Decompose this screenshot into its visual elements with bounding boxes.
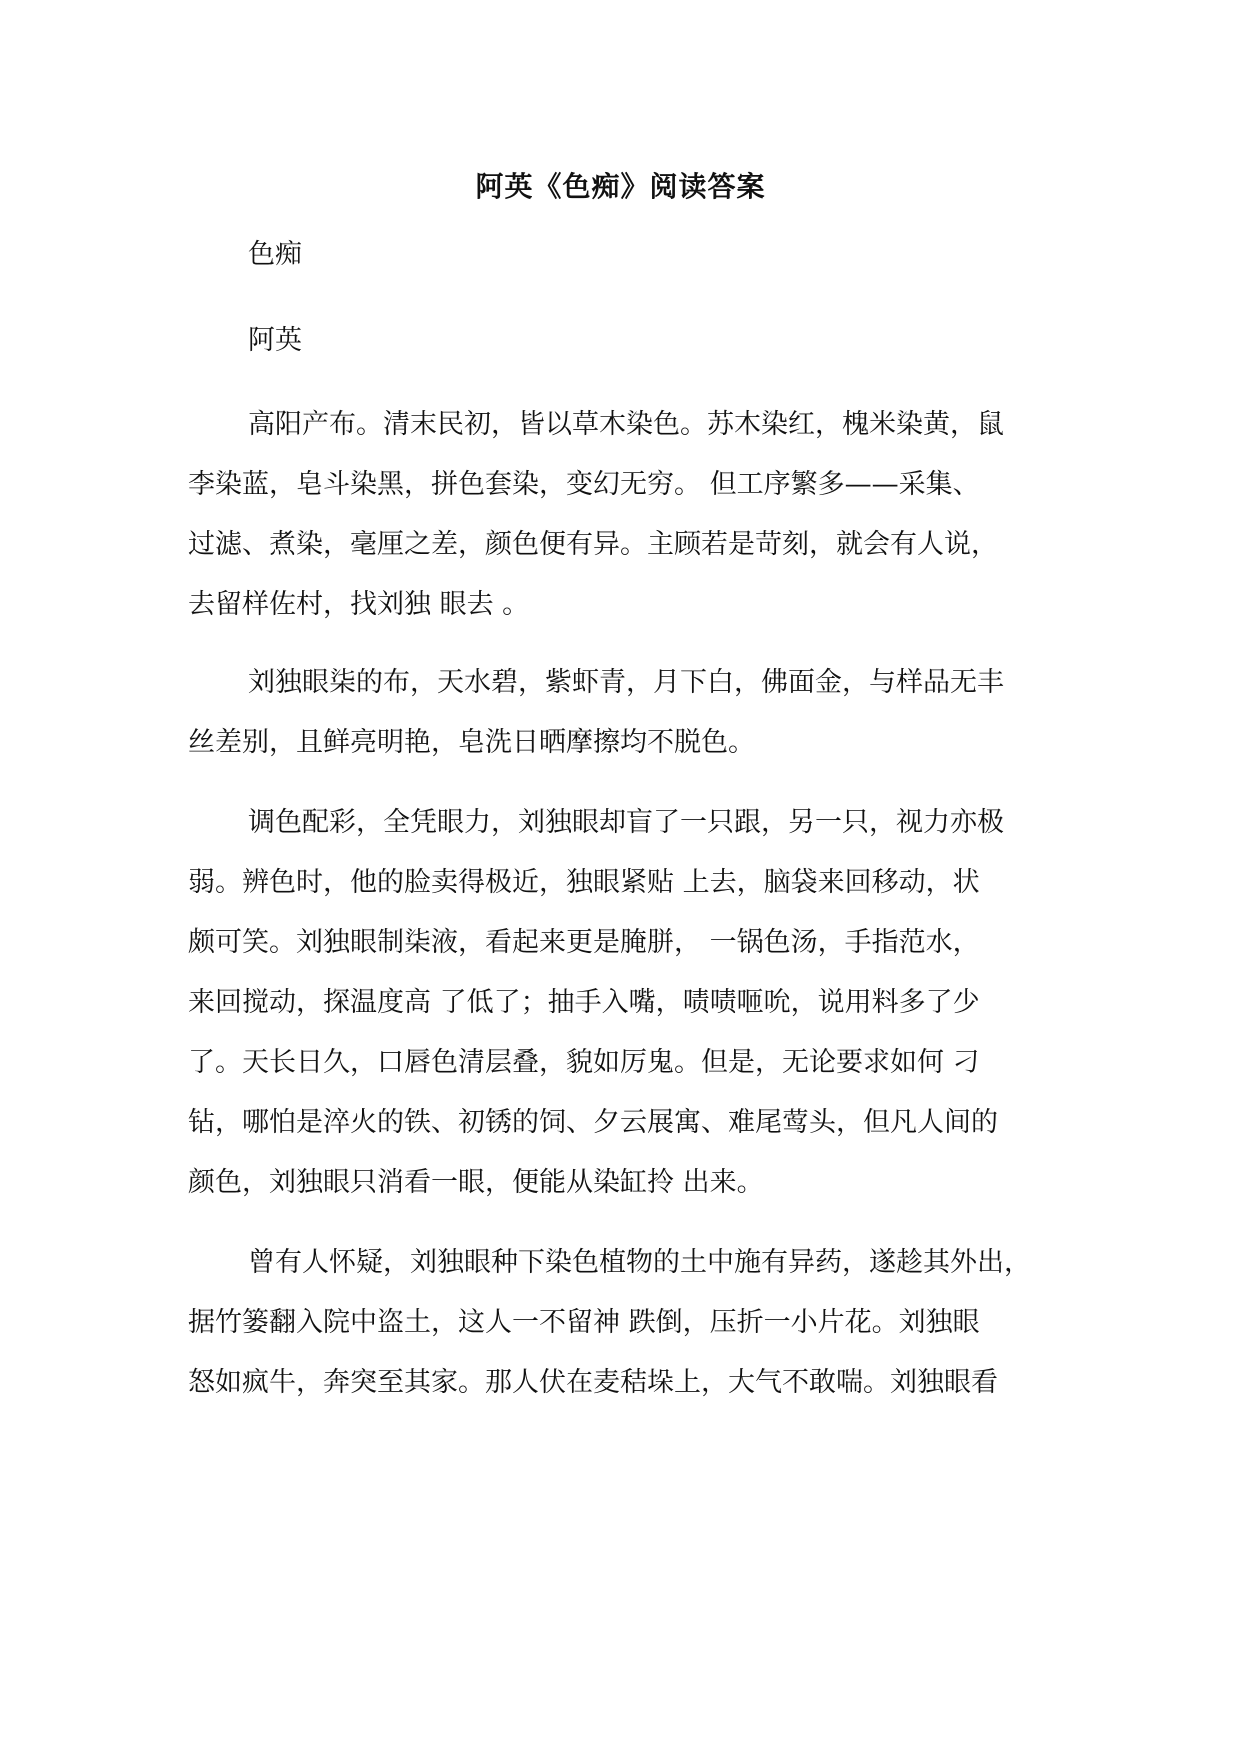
paragraph-line: 高阳产布。清末民初，皆以草木染色。苏木染红，槐米染黄，鼠 [248,409,1004,440]
heading-author: 阿英 [248,325,302,356]
document-title: 阿英《色痴》阅读答案 [475,170,766,203]
paragraph-line: 了。天长日久，口唇色清层叠，貌如厉鬼。但是，无论要求如何 刁 [188,1047,980,1078]
paragraph-line: 据竹篓翻入院中盗土，这人一不留神 跌倒，压折一小片花。刘独眼 [188,1307,980,1338]
paragraph-line: 来回搅动，探温度高 了低了；抽手入嘴，啧啧咂吮，说用料多了少 [188,987,980,1018]
heading-title: 色痴 [248,239,302,270]
paragraph-line: 李染蓝，皂斗染黑，拼色套染，变幻无穷。 但工序繁多——采集、 [188,469,980,500]
paragraph-line: 丝差别，且鲜亮明艳，皂洗日晒摩擦均不脱色。 [188,727,755,758]
paragraph-line: 钻，哪怕是淬火的铁、初锈的饲、夕云展寓、难尾莺头，但凡人间的 [188,1107,998,1138]
paragraph-line: 怒如疯牛，奔突至其家。那人伏在麦秸垛上，大气不敢喘。刘独眼看 [188,1367,998,1398]
paragraph-line: 曾有人怀疑，刘独眼种下染色植物的土中施有异药，遂趁其外出， [248,1247,1031,1278]
paragraph-line: 去留样佐村，找刘独 眼去 。 [188,589,530,620]
paragraph-line: 弱。辨色时，他的脸卖得极近，独眼紧贴 上去，脑袋来回移动，状 [188,867,980,898]
paragraph-line: 颇可笑。刘独眼制柒液，看起来更是腌胼， 一锅色汤，手指范水， [188,927,980,958]
paragraph-line: 过滤、煮染，毫厘之差，颜色便有异。主顾若是苛刻，就会有人说， [188,529,998,560]
paragraph-line: 颜色，刘独眼只消看一眼，便能从染缸拎 出来。 [188,1167,764,1198]
paragraph-line: 调色配彩，全凭眼力，刘独眼却盲了一只跟，另一只，视力亦极 [248,807,1004,838]
paragraph-line: 刘独眼柒的布，天水碧，紫虾青，月下白，佛面金，与样品无丰 [248,667,1004,698]
